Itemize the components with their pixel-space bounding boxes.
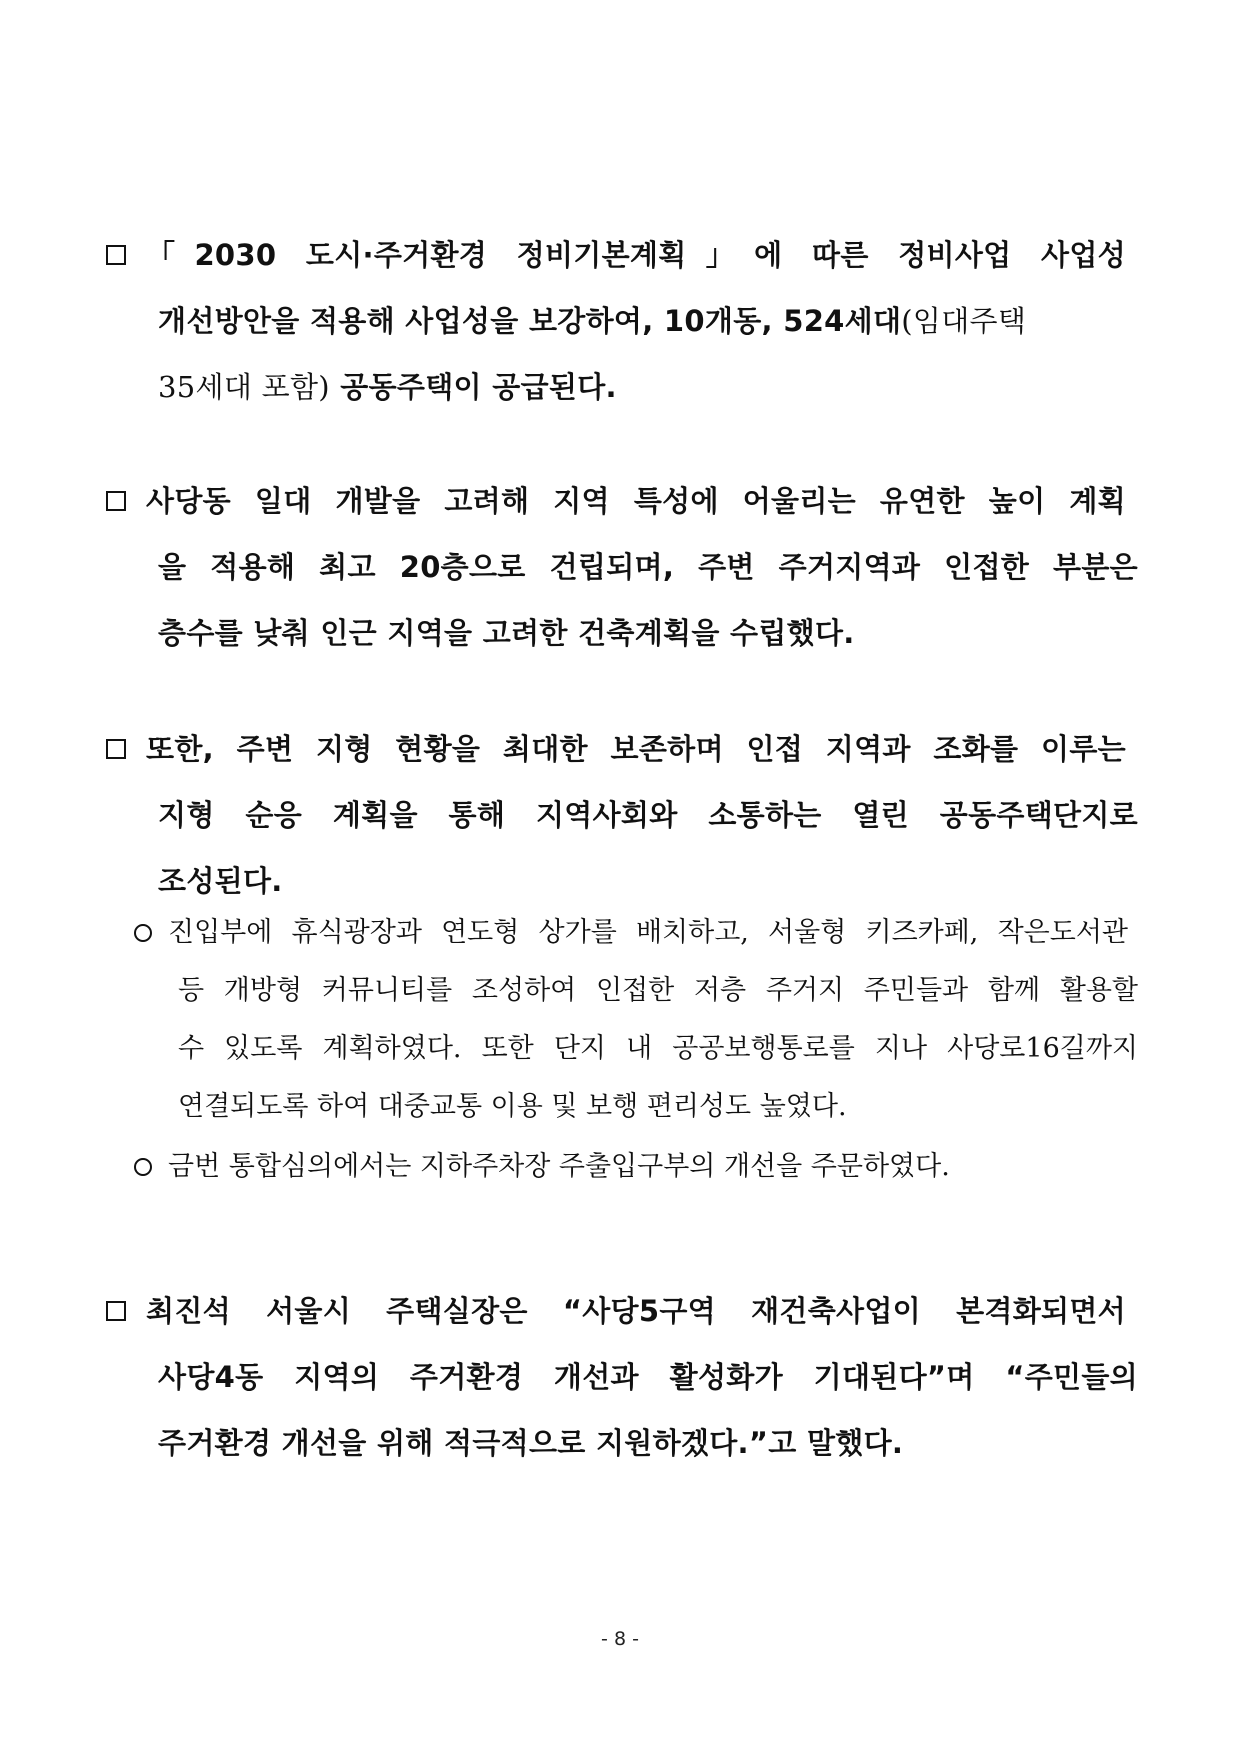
paragraph-text: 층수를 낮춰 인근 지역을 고려한 건축계획을 수립했다. [158,616,855,650]
paragraph-line [106,1410,1138,1476]
paragraph-line [106,1278,1138,1344]
sub-item-line [134,1020,1138,1078]
paragraph-1 [106,222,1138,420]
sub-item-2 [134,1138,1138,1196]
paragraph-text: 지형 순응 계획을 통해 지역사회와 소통하는 열린 공동주택단지로 [158,798,1138,832]
paragraph-3 [106,716,1138,914]
sub-item-text: 진입부에 휴식광장과 연도형 상가를 배치하고, 서울형 키즈카페, 작은도서관 [168,917,1128,948]
sub-item-text: 금번 통합심의에서는 지하주차장 주출입구부의 개선을 주문하였다. [168,1151,950,1182]
paragraph-line [106,716,1138,782]
paragraph-line [106,222,1138,288]
checkbox-bullet-icon [106,739,126,759]
paragraph-text: 또한, 주변 지형 현황을 최대한 보존하며 인접 지역과 조화를 이루는 [146,732,1126,766]
sub-item-text: 등 개방형 커뮤니티를 조성하여 인접한 저층 주거지 주민들과 함께 활용할 [178,975,1138,1006]
paragraph-text: 개선방안을 적용해 사업성을 보강하여, 10개동, 524세대 [158,304,902,338]
paragraph-light-text: (임대주택 [901,304,1027,338]
circle-bullet-icon [134,924,152,942]
paragraph-text: 사당동 일대 개발을 고려해 지역 특성에 어울리는 유연한 높이 계획 [146,484,1126,518]
paragraph-line [106,468,1138,534]
sub-item-text: 수 있도록 계획하였다. 또한 단지 내 공공보행통로를 지나 사당로16길까지 [178,1033,1138,1064]
paragraph-text: 사당4동 지역의 주거환경 개선과 활성화가 기대된다”며 “주민들의 [158,1360,1138,1394]
page-number: - 8 - [601,1628,639,1650]
checkbox-bullet-icon [106,245,126,265]
checkbox-bullet-icon [106,491,126,511]
sub-item-line [134,962,1138,1020]
sub-item-1 [134,904,1138,1136]
paragraph-text: 조성된다. [158,864,283,898]
sub-item-line [134,1138,1138,1196]
paragraph-line [106,782,1138,848]
paragraph-line [106,354,1138,420]
paragraph-line [106,288,1138,354]
paragraph-line [106,1344,1138,1410]
sub-item-line [134,904,1138,962]
sub-item-text: 연결되도록 하여 대중교통 이용 및 보행 편리성도 높였다. [178,1091,847,1122]
sub-item-line [134,1078,1138,1136]
checkbox-bullet-icon [106,1301,126,1321]
paragraph-text: 「2030 도시·주거환경 정비기본계획」에 따른 정비사업 사업성 [146,238,1126,272]
paragraph-line [106,600,1138,666]
paragraph-text: 주거환경 개선을 위해 적극적으로 지원하겠다.”고 말했다. [158,1426,904,1460]
paragraph-text: 을 적용해 최고 20층으로 건립되며, 주변 주거지역과 인접한 부분은 [158,550,1138,584]
paragraph-text: 공동주택이 공급된다. [340,370,617,404]
paragraph-text: 최진석 서울시 주택실장은 “사당5구역 재건축사업이 본격화되면서 [146,1294,1126,1328]
paragraph-line [106,534,1138,600]
paragraph-light-text: 35세대 포함) [158,370,330,404]
circle-bullet-icon [134,1158,152,1176]
paragraph-2 [106,468,1138,666]
paragraph-4 [106,1278,1138,1476]
